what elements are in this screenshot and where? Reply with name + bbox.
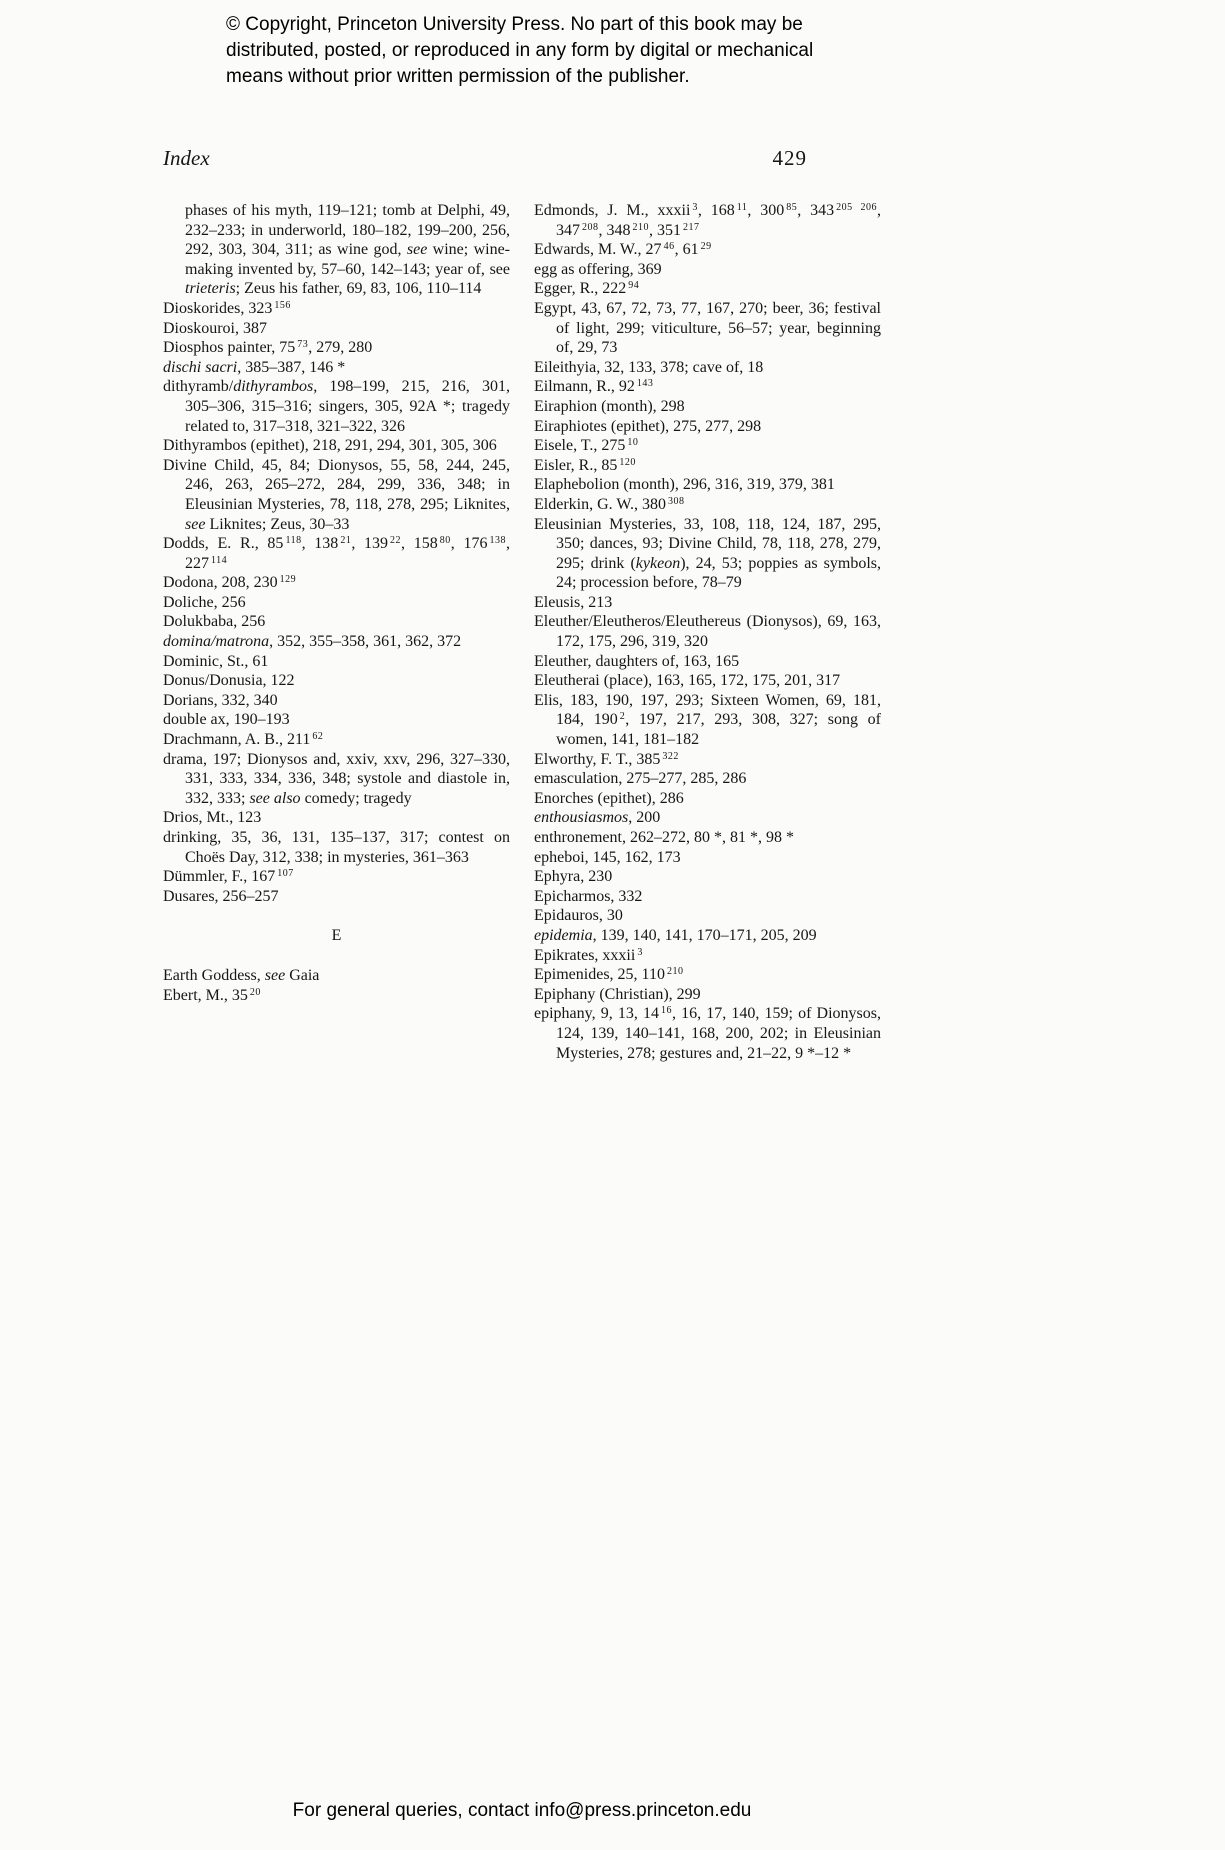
entry-text: Eilmann, R., 92 <box>534 378 635 396</box>
footnote-ref: 208 <box>582 221 599 233</box>
entry-text: , 351 <box>649 221 681 239</box>
entry-text: dithyramb/ <box>163 378 234 396</box>
entry-text: , 300 <box>747 202 785 219</box>
index-entry <box>163 456 510 534</box>
entry-text: Eleusis, 213 <box>534 593 613 611</box>
entry-text: phases of his myth, 119–121; tomb at Delphi, 49, 232–233; in underworld, 180–182, 199–200, 256, 292, 303, 304, 311; as wine god, <box>185 202 510 259</box>
footnote-ref: 120 <box>619 456 636 468</box>
index-entry <box>163 612 510 632</box>
index-entry <box>534 1004 881 1063</box>
entry-text: , 168 <box>697 202 735 219</box>
index-entry <box>534 867 881 887</box>
entry-text: Dorians, 332, 340 <box>163 691 278 709</box>
index-entry <box>534 691 881 750</box>
entry-text: Drios, Mt., 123 <box>163 809 262 827</box>
index-entry <box>163 986 510 1006</box>
footnote-ref: 85 <box>786 202 798 213</box>
italic-term: dithyrambos <box>233 378 314 396</box>
footnote-ref: 308 <box>668 495 685 507</box>
entry-text: , 138 <box>301 535 339 553</box>
footnote-ref: 156 <box>274 299 291 311</box>
footnote-ref: 11 <box>736 202 748 213</box>
entry-text: emasculation, 275–277, 285, 286 <box>534 770 747 788</box>
entry-text: epiphany, 9, 13, 14 <box>534 1005 659 1023</box>
entry-text: Eileithyia, 32, 133, 378; cave of, 18 <box>534 358 764 376</box>
entry-text: Dolukbaba, 256 <box>163 613 266 631</box>
index-entry <box>534 593 881 613</box>
index-entry <box>163 887 510 907</box>
index-entry <box>163 573 510 593</box>
footnote-ref: 94 <box>628 280 640 292</box>
entry-text: , 197, 217, 293, 308, 327; song of women, 141, 181–182 <box>556 711 881 749</box>
index-entry <box>534 515 881 593</box>
index-entry <box>534 260 881 280</box>
footnote-ref: 322 <box>662 750 679 762</box>
footnote-ref: 73 <box>297 339 309 351</box>
italic-term: see <box>185 515 206 533</box>
entry-text: Eisele, T., 275 <box>534 437 626 455</box>
footnote-ref: 107 <box>277 868 294 880</box>
copyright-line: means without prior written permission of the publisher. <box>226 66 690 87</box>
running-head-title: Index <box>163 146 210 170</box>
index-entry <box>534 750 881 770</box>
entry-text: Donus/Donusia, 122 <box>163 672 295 690</box>
index-entry <box>534 652 881 672</box>
index-entry <box>534 377 881 397</box>
italic-term: domina/matrona <box>163 633 270 651</box>
index-entry <box>163 671 510 691</box>
index-entry <box>534 279 881 299</box>
index-entry <box>163 652 510 672</box>
italic-term: dischi sacri <box>163 358 238 376</box>
entry-text: Epicharmos, 332 <box>534 887 643 905</box>
footnote-ref: 217 <box>683 221 700 233</box>
footnote-ref: 46 <box>663 241 675 253</box>
entry-text: Epiphany (Christian), 299 <box>534 985 701 1003</box>
entry-text: Gaia <box>285 966 320 984</box>
entry-text: Dithyrambos (epithet), 218, 291, 294, 301, 305, 306 <box>163 437 497 455</box>
italic-term: see <box>406 241 428 259</box>
entry-text: double ax, 190–193 <box>163 711 290 729</box>
footnote-ref: 114 <box>211 554 228 566</box>
index-entry <box>534 358 881 378</box>
entry-text: Edmonds, J. M., xxxii <box>534 202 691 219</box>
index-column-left <box>163 201 510 1063</box>
entry-text: Enorches (epithet), 286 <box>534 789 684 807</box>
italic-term: enthousiasmos <box>534 809 629 827</box>
entry-text: Eleusinian Mysteries, 33, 108, 118, 124, 187, 295, 350; dances, 93; Divine Child, 78, 118, 278, 279, 295; drink ( <box>534 515 881 572</box>
index-entry <box>163 750 510 809</box>
entry-text: Egger, R., 222 <box>534 280 627 298</box>
copyright-line: © Copyright, Princeton University Press. No part of this book may be <box>226 14 803 35</box>
entry-text: Eleutherai (place), 163, 165, 172, 175, 201, 317 <box>534 672 841 690</box>
index-entry <box>163 358 510 378</box>
footnote-ref: 16 <box>661 1005 672 1017</box>
entry-text: , 198–199, 215, 216, 301, 305–306, 315–316; singers, 305, 92A *; tragedy related to, 317–318, 321–322, 326 <box>185 378 510 435</box>
entry-text: Divine Child, 45, 84; Dionysos, 55, 58, 244, 245, 246, 263, 265–272, 284, 299, 336, 348; in Eleusinian Mysteries, 78, 118, 278, 295; Liknites, <box>163 456 510 513</box>
index-entry <box>163 534 510 573</box>
footnote-ref: 80 <box>439 535 451 547</box>
entry-text: Liknites; Zeus, 30–33 <box>205 515 350 533</box>
index-entry <box>534 965 881 985</box>
entry-text: Eiraphion (month), 298 <box>534 397 685 415</box>
index-entry <box>534 828 881 848</box>
entry-text: Dominic, St., 61 <box>163 652 269 670</box>
entry-text: Epimenides, 25, 110 <box>534 966 665 984</box>
index-entry <box>534 456 881 476</box>
entry-text: , 16, 17, 140, 159; of Dionysos, 124, 139, 140–141, 168, 200, 202; in Eleusinian Mysteries, 278; gestures and, 21–22, 9 *–12 * <box>556 1005 881 1062</box>
copyright-line: distributed, posted, or reproduced in any form by digital or mechanical <box>226 40 814 61</box>
index-entry <box>163 867 510 887</box>
index-entry <box>163 966 510 986</box>
entry-text: Elis, 183, 190, 197, 293; Sixteen Women, 69, 181, 184, 190 <box>534 691 881 729</box>
index-entry <box>534 299 881 358</box>
entry-text: Eisler, R., 85 <box>534 456 618 474</box>
footnote-ref: 210 <box>666 966 684 978</box>
index-entry <box>163 201 510 299</box>
entry-text: Ephyra, 230 <box>534 868 613 886</box>
footnote-ref: 138 <box>489 535 507 547</box>
entry-text: Elaphebolion (month), 296, 316, 319, 379, 381 <box>534 476 835 494</box>
footnote-ref: 118 <box>285 535 302 547</box>
copyright-notice <box>226 12 846 90</box>
italic-term: see <box>264 966 286 984</box>
index-column-right <box>534 201 881 1063</box>
entry-text: , 158 <box>401 535 438 553</box>
entry-text: Earth Goddess, <box>163 966 265 984</box>
index-entry <box>534 240 881 260</box>
index-entry <box>163 632 510 652</box>
entry-text: Eleuther/Eleutheros/Eleuthereus (Dionysos), 69, 163, 172, 175, 296, 319, 320 <box>534 613 881 651</box>
entry-text: Doliche, 256 <box>163 593 246 611</box>
index-entry <box>163 808 510 828</box>
entry-text: , 139 <box>351 535 389 553</box>
entry-text: , 139, 140, 141, 170–171, 205, 209 <box>592 926 817 944</box>
italic-term: trieteris <box>185 280 236 298</box>
entry-text: drama, 197; Dionysos and, xxiv, xxv, 296, 327–330, 331, 333, 334, 336, 348; systole and diastole in, 332, 333; <box>163 750 510 807</box>
entry-text: drinking, 35, 36, 131, 135–137, 317; contest on Choës Day, 312, 338; in mysteries, 361–363 <box>163 829 510 866</box>
entry-text: Egypt, 43, 67, 72, 73, 77, 167, 270; beer, 36; festival of light, 299; viticulture, 56–57; year, beginning of, 29, 73 <box>534 299 881 357</box>
index-entry <box>534 946 881 966</box>
index-entry <box>163 691 510 711</box>
entry-text: Dioskouroi, 387 <box>163 319 267 337</box>
index-entry <box>534 887 881 907</box>
italic-term: see also <box>249 789 301 807</box>
page-header <box>163 146 881 171</box>
entry-text: Dümmler, F., 167 <box>163 868 276 886</box>
index-entry <box>163 828 510 867</box>
entry-text: Elderkin, G. W., 380 <box>534 495 666 513</box>
entry-text: Dodds, E. R., 85 <box>163 535 284 553</box>
footnote-ref: 129 <box>279 574 297 586</box>
entry-text: Drachmann, A. B., 211 <box>163 731 311 749</box>
entry-text: Dodona, 208, 230 <box>163 574 278 592</box>
entry-text: , 352, 355–358, 361, 362, 372 <box>269 633 462 651</box>
footnote-ref: 210 <box>632 221 649 233</box>
entry-text: , 385–387, 146 * <box>237 358 346 376</box>
index-entry <box>163 299 510 319</box>
entry-text: , 227 <box>185 535 511 572</box>
index-entry <box>534 769 881 789</box>
index-entry <box>163 319 510 339</box>
entry-text: , 343 <box>797 202 835 219</box>
entry-text: egg as offering, 369 <box>534 260 662 278</box>
entry-text: Epidauros, 30 <box>534 907 623 925</box>
entry-text: wine; wine-making invented by, 57–60, 142–143; year of, see <box>185 241 511 278</box>
italic-term: epidemia <box>534 926 593 944</box>
footnote-ref: 3 <box>692 202 698 213</box>
page-number: 429 <box>772 146 807 170</box>
index-entry <box>534 808 881 828</box>
index-columns <box>163 201 881 1063</box>
entry-text: Elworthy, F. T., 385 <box>534 750 661 768</box>
entry-text: enthronement, 262–272, 80 *, 81 *, 98 * <box>534 829 794 846</box>
footnote-ref: 29 <box>700 241 712 253</box>
index-entry <box>163 710 510 730</box>
entry-text: Edwards, M. W., 27 <box>534 241 662 259</box>
entry-text: , 347 <box>556 202 882 239</box>
index-entry <box>534 789 881 809</box>
index-entry <box>534 612 881 651</box>
entry-text: , 61 <box>674 241 699 259</box>
footnote-ref: 20 <box>249 986 261 998</box>
entry-text: Eiraphiotes (epithet), 275, 277, 298 <box>534 417 762 435</box>
index-entry <box>163 730 510 750</box>
index-entry <box>534 671 881 691</box>
footer-query-note: For general queries, contact info@press.princeton.edu <box>292 1800 752 1821</box>
entry-text: , 200 <box>628 809 661 827</box>
page-content <box>163 146 881 1063</box>
entry-text: , 176 <box>450 535 488 553</box>
footnote-ref: 2 <box>619 711 626 723</box>
index-entry <box>163 436 510 456</box>
index-entry <box>534 397 881 417</box>
entry-text: Dioskorides, 323 <box>163 299 273 317</box>
footnote-ref: 205 206 <box>836 202 878 213</box>
index-entry <box>534 848 881 868</box>
index-entry <box>534 201 881 240</box>
entry-text: epheboi, 145, 162, 173 <box>534 848 681 866</box>
footnote-ref: 10 <box>627 437 639 449</box>
entry-text: Eleuther, daughters of, 163, 165 <box>534 652 740 670</box>
footnote-ref: 62 <box>312 731 324 743</box>
entry-text: Ebert, M., 35 <box>163 986 248 1004</box>
section-letter-heading: E <box>331 927 342 945</box>
index-entry <box>163 593 510 613</box>
index-entry <box>534 926 881 946</box>
entry-text: comedy; tragedy <box>300 789 412 807</box>
entry-text: , 279, 280 <box>308 339 373 357</box>
index-entry <box>163 377 510 436</box>
entry-text: ; Zeus his father, 69, 83, 106, 110–114 <box>235 280 482 298</box>
entry-text: ), 24, 53; poppies as symbols, 24; procession before, 78–79 <box>556 554 882 592</box>
entry-text: Dusares, 256–257 <box>163 887 279 905</box>
italic-term: kykeon <box>635 554 681 572</box>
index-entry <box>534 417 881 437</box>
footnote-ref: 22 <box>390 535 402 547</box>
footnote-ref: 143 <box>636 378 654 390</box>
footnote-ref: 21 <box>340 535 352 547</box>
index-entry <box>163 338 510 358</box>
index-entry <box>534 906 881 926</box>
index-entry <box>534 495 881 515</box>
entry-text: Diosphos painter, 75 <box>163 339 296 357</box>
index-entry <box>534 436 881 456</box>
index-entry <box>534 475 881 495</box>
index-entry <box>534 985 881 1005</box>
entry-text: , 348 <box>598 221 631 239</box>
entry-text: Epikrates, xxxii <box>534 946 636 964</box>
footnote-ref: 3 <box>637 946 643 958</box>
